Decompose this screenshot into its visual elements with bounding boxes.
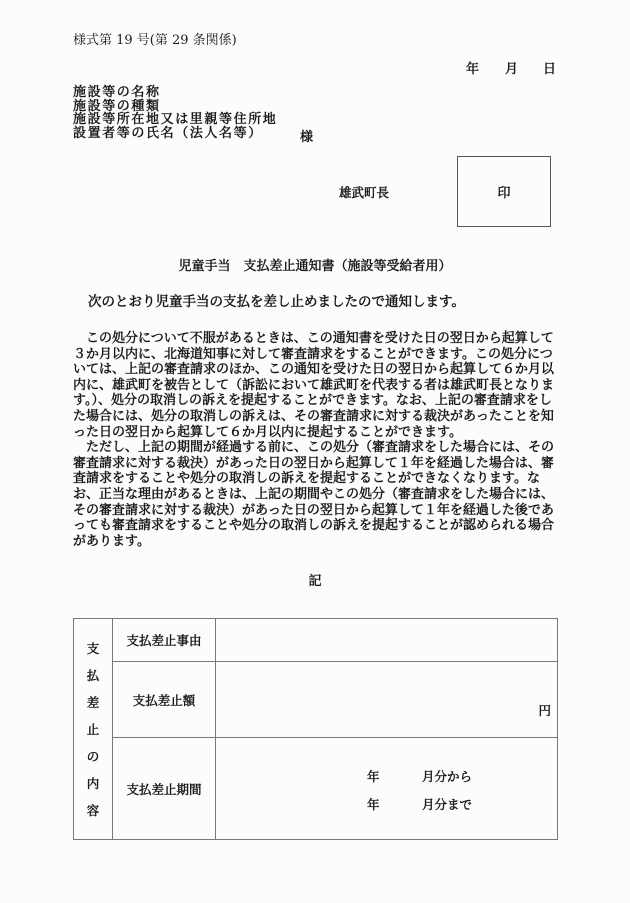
group-label-char: 内	[86, 775, 100, 791]
suspension-details-table	[73, 618, 558, 840]
group-label-char: 止	[86, 721, 100, 737]
period-label: 支払差止期間	[113, 738, 216, 840]
date-day: 日	[543, 62, 557, 77]
reason-value-cell[interactable]	[216, 619, 558, 662]
group-label-vertical	[74, 619, 113, 840]
period-to-month: 月分まで	[422, 796, 473, 812]
period-value-cell[interactable]	[216, 738, 558, 840]
date-year: 年	[466, 62, 480, 77]
reason-label: 支払差止事由	[113, 619, 216, 662]
date-month: 月	[505, 62, 519, 77]
period-from	[216, 761, 557, 789]
addressee-block	[73, 86, 277, 140]
seal-label: 印	[497, 186, 511, 201]
period-to-year: 年	[367, 796, 380, 812]
group-label-char: 容	[86, 802, 100, 818]
issuer-name: 雄武町長	[339, 185, 390, 200]
amount-value-cell[interactable]	[216, 662, 558, 738]
group-label-char: 支	[86, 640, 100, 656]
group-label-char: 払	[86, 667, 100, 683]
addressee-facility-name: 施設等の名称	[73, 85, 161, 100]
period-to	[216, 789, 557, 817]
appeal-paragraph: この処分について不服があるときは、この通知書を受けた日の翌日から起算して３か月以内に、北海道知事に対して審査請求をすることができます。この処分については、上記の審査請求のほか、この通知を受けた日の翌日から起算して６か月以内に、雄武町を被告として（訴訟において雄武町を代表する者は雄武町長となります。）、処分の取消しの訴えを提起することができます。なお、上記の審査請求をした場合には、処分の取消しの訴えは、その審査請求に対する裁決があったことを知った日の翌日から起算して６か月以内に提起することができます。	[73, 331, 555, 440]
period-from-year: 年	[367, 768, 380, 784]
addressee-facility-type: 施設等の種類	[73, 98, 161, 114]
appeal-notice	[73, 331, 559, 549]
appeal-paragraph: ただし、上記の期間が経過する前に、この処分（審査請求をした場合には、その審査請求に対する裁決）があった日の翌日から起算して１年を経過した場合は、審査請求をすることや処分の取消しの訴えを提起することができなくなります。なお、正当な理由があるときは、上記の期間やこの処分（審査請求をした場合には、その審査請求に対する裁決）があった日の翌日から起算して１年を経過した後であっても審査請求をすることや処分の取消しの訴えを提起することが認められる場合があります。	[73, 440, 555, 549]
ki-heading: 記	[308, 574, 322, 589]
honorific: 様	[300, 130, 314, 145]
document-title: 児童手当 支払差止通知書（施設等受給者用）	[178, 259, 452, 274]
form-number: 様式第 19 号(第 29 条関係)	[73, 33, 237, 48]
lead-sentence: 次のとおり児童手当の支払を差し止めましたので通知します。	[88, 294, 465, 310]
period-from-month: 月分から	[422, 768, 473, 784]
group-label-char: 差	[86, 694, 100, 710]
yen-unit: 円	[538, 703, 551, 718]
amount-label: 支払差止額	[113, 662, 216, 738]
group-label-char: の	[86, 748, 100, 764]
addressee-address: 施設等所在地又は里親等住所地	[73, 112, 278, 127]
addressee-owner-name: 設置者等の氏名（法人名等）	[73, 125, 263, 141]
seal-box	[457, 156, 551, 227]
